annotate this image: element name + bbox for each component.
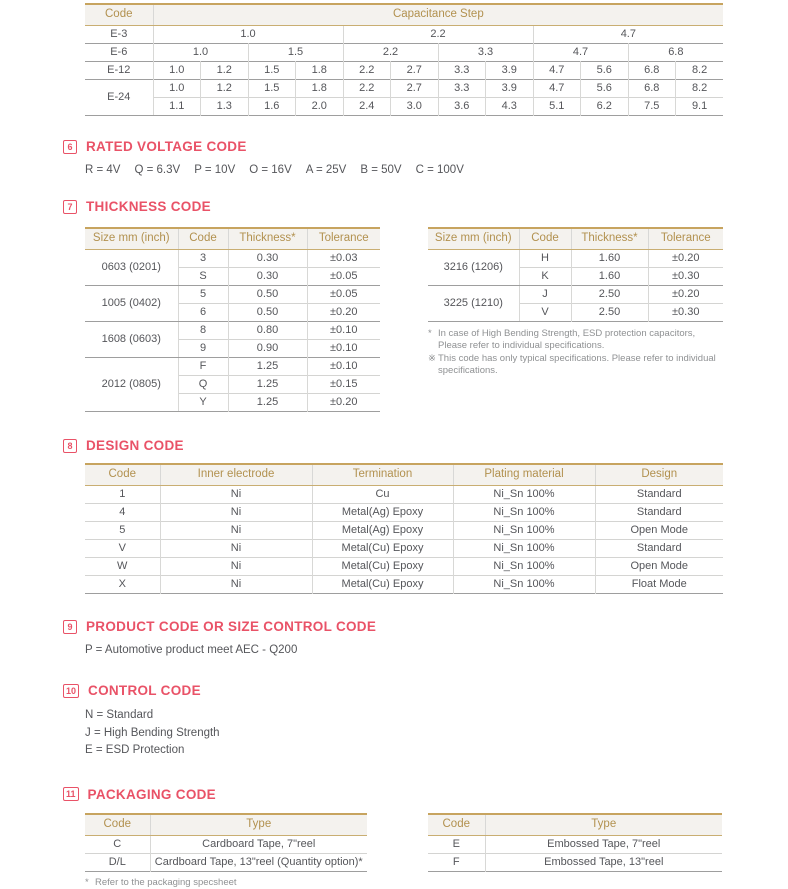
packaging-table-left [85, 813, 367, 872]
table-cell: 1005 (0402) [85, 286, 178, 322]
table-cell: Ni_Sn 100% [453, 522, 595, 540]
footnote-marker: * [85, 876, 89, 888]
table-cell: Metal(Ag) Epoxy [312, 504, 453, 522]
section-heading-control [63, 683, 788, 698]
table-cell: 1.0 [153, 80, 201, 98]
table-cell: ±0.20 [648, 286, 723, 304]
table-cell: 4.7 [533, 80, 581, 98]
table-cell: 2.2 [343, 26, 533, 44]
table-cell: 3.3 [438, 80, 486, 98]
table-cell: 3.6 [438, 98, 486, 116]
section-heading-packaging [63, 787, 788, 802]
table-cell: ±0.10 [307, 358, 380, 376]
table-cell: 0.30 [228, 268, 307, 286]
table-cell: 5.6 [581, 80, 629, 98]
table-cell: Embossed Tape, 13"reel [485, 853, 722, 871]
section-number-badge: 10 [63, 684, 79, 698]
table-cell: Cu [312, 486, 453, 504]
column-header: Size mm (inch) [428, 228, 519, 250]
voltage-item: A = 25V [305, 164, 347, 176]
column-header: Inner electrode [160, 464, 312, 486]
voltage-item: C = 100V [415, 164, 464, 176]
rated-voltage-values [85, 164, 788, 176]
table-cell: 3.3 [438, 44, 533, 62]
table-cell: J [519, 286, 571, 304]
section-number-badge: 11 [63, 787, 79, 801]
table-cell: Ni_Sn 100% [453, 558, 595, 576]
table-cell: 1.6 [248, 98, 296, 116]
table-cell: 1.25 [228, 394, 307, 412]
table-cell: 9.1 [676, 98, 724, 116]
table-cell: X [118, 578, 126, 590]
column-header: Code [85, 4, 153, 26]
table-cell: D/L [108, 855, 126, 868]
footnote [428, 328, 723, 353]
column-header: Capacitance Step [153, 4, 723, 26]
column-header: Plating material [453, 464, 595, 486]
column-header: Type [150, 814, 367, 836]
voltage-item: B = 50V [360, 164, 402, 176]
table-cell: Metal(Cu) Epoxy [312, 540, 453, 558]
table-cell: 4.3 [486, 98, 534, 116]
footnote-text: In case of High Bending Strength, ESD protection capacitors, Please refer to individual specifications. [438, 328, 696, 352]
table-cell: Open Mode [595, 558, 723, 576]
thickness-table-right-column [428, 227, 723, 377]
voltage-item: O = 16V [249, 164, 292, 176]
table-cell: ±0.10 [307, 340, 380, 358]
table-cell: 1.0 [153, 44, 248, 62]
column-header: Termination [312, 464, 453, 486]
table-cell: Metal(Cu) Epoxy [312, 576, 453, 594]
section-title: PACKAGING CODE [87, 786, 216, 802]
packaging-table-right [428, 813, 722, 872]
table-cell: 1.25 [228, 376, 307, 394]
table-cell: 5.6 [581, 62, 629, 80]
table-cell: 1.5 [248, 80, 296, 98]
column-header: Tolerance [307, 228, 380, 250]
table-cell: 3.9 [486, 80, 534, 98]
table-cell: ±0.20 [648, 250, 723, 268]
packaging-footnote [85, 877, 788, 889]
table-cell: 3.3 [438, 62, 486, 80]
table-cell: E-24 [85, 80, 153, 116]
table-cell: Ni [160, 540, 312, 558]
table-cell: 1.8 [296, 62, 344, 80]
column-header: Design [595, 464, 723, 486]
table-cell: Ni [160, 558, 312, 576]
section-heading-thickness [63, 199, 788, 214]
column-header: Code [519, 228, 571, 250]
table-cell: Ni [160, 576, 312, 594]
table-cell: Ni_Sn 100% [453, 504, 595, 522]
table-cell: ±0.20 [307, 304, 380, 322]
table-cell: ±0.30 [648, 268, 723, 286]
table-cell: 4 [119, 506, 126, 518]
table-cell: 1.5 [248, 62, 296, 80]
thickness-footnotes [428, 328, 723, 377]
table-cell: 8.2 [676, 62, 724, 80]
table-cell: Ni_Sn 100% [453, 486, 595, 504]
column-header: Code [428, 814, 485, 836]
section-title: THICKNESS CODE [86, 199, 211, 214]
table-cell: ±0.20 [307, 394, 380, 412]
table-cell: ±0.15 [307, 376, 380, 394]
table-cell: 0.50 [228, 286, 307, 304]
table-cell: V [118, 542, 126, 554]
table-cell: 2012 (0805) [85, 358, 178, 412]
thickness-table-right [428, 227, 723, 322]
table-cell: 1.5 [248, 44, 343, 62]
table-cell: 3225 (1210) [428, 286, 519, 322]
table-cell: Cardboard Tape, 13"reel (Quantity option)* [150, 853, 367, 871]
table-cell: 6.8 [628, 80, 676, 98]
table-cell: 4.7 [533, 62, 581, 80]
section-heading-rated-voltage [63, 139, 788, 154]
voltage-item: P = 10V [194, 164, 236, 176]
section-number-badge: 6 [63, 140, 77, 154]
footnote-marker: * [428, 328, 432, 339]
table-cell: F [178, 358, 228, 376]
table-cell: 2.50 [571, 286, 648, 304]
section-number-badge: 9 [63, 620, 77, 634]
table-cell: Ni [160, 522, 312, 540]
control-item: E = ESD Protection [85, 744, 185, 756]
table-cell: E [452, 837, 460, 850]
table-cell: V [519, 304, 571, 322]
table-cell: 0.90 [228, 340, 307, 358]
table-cell: W [117, 560, 128, 572]
table-cell: Standard [595, 504, 723, 522]
table-cell: Cardboard Tape, 7"reel [150, 835, 367, 853]
table-cell: K [519, 268, 571, 286]
table-cell: 7.5 [628, 98, 676, 116]
table-cell: 1.0 [153, 62, 201, 80]
table-cell: 3.0 [391, 98, 439, 116]
table-cell: 2.2 [343, 62, 391, 80]
table-cell: Open Mode [595, 522, 723, 540]
section-title: CONTROL CODE [88, 683, 201, 698]
table-cell: 0.50 [228, 304, 307, 322]
product-code-value: P = Automotive product meet AEC - Q200 [85, 644, 298, 656]
section-number-badge: 7 [63, 200, 77, 214]
column-header: Code [85, 464, 160, 486]
table-cell: ±0.03 [307, 250, 380, 268]
section-title: DESIGN CODE [86, 438, 184, 453]
table-cell: 1.25 [228, 358, 307, 376]
table-cell: 1.3 [201, 98, 249, 116]
column-header: Type [485, 814, 722, 836]
table-cell: Y [178, 394, 228, 412]
column-header: Tolerance [648, 228, 723, 250]
table-cell: 1.1 [153, 98, 201, 116]
section-title: RATED VOLTAGE CODE [86, 139, 247, 154]
table-cell: ±0.05 [307, 268, 380, 286]
section-heading-product-code [63, 619, 788, 634]
capacitance-step-table [85, 3, 723, 116]
table-cell: 4.7 [533, 44, 628, 62]
table-cell: E-12 [107, 64, 131, 76]
footnote [428, 353, 723, 378]
table-cell: 0.30 [228, 250, 307, 268]
column-header: Thickness* [571, 228, 648, 250]
table-cell: Metal(Cu) Epoxy [312, 558, 453, 576]
table-cell: Ni [160, 486, 312, 504]
table-cell: 6 [178, 304, 228, 322]
table-cell: 1.8 [296, 80, 344, 98]
table-cell: C [113, 837, 122, 850]
table-cell: Embossed Tape, 7"reel [485, 835, 722, 853]
thickness-table-left [85, 227, 380, 412]
column-header: Size mm (inch) [85, 228, 178, 250]
table-cell: 2.4 [343, 98, 391, 116]
table-cell: 2.2 [343, 80, 391, 98]
table-cell: 3.9 [486, 62, 534, 80]
footnote-text: Refer to the packaging specsheet [95, 876, 237, 888]
footnote-marker: ※ [428, 352, 436, 364]
table-cell: Ni_Sn 100% [453, 576, 595, 594]
table-cell: 1.60 [571, 268, 648, 286]
table-cell: 1.2 [201, 80, 249, 98]
table-cell: 2.7 [391, 80, 439, 98]
table-cell: Standard [595, 486, 723, 504]
footnote-text: This code has only typical specifications. Please refer to individual specifications. [438, 352, 716, 377]
thickness-tables-row [85, 227, 788, 412]
column-header: Thickness* [228, 228, 307, 250]
table-cell: Standard [595, 540, 723, 558]
table-cell: 3216 (1206) [428, 250, 519, 286]
table-cell: 1608 (0603) [85, 322, 178, 358]
table-cell: 6.2 [581, 98, 629, 116]
table-cell: 8.2 [676, 80, 724, 98]
section-number-badge: 8 [63, 439, 77, 453]
table-cell: 5 [119, 524, 126, 536]
table-cell: E-6 [110, 46, 128, 58]
table-cell: 5 [178, 286, 228, 304]
table-cell: 0.80 [228, 322, 307, 340]
table-cell: Ni [160, 504, 312, 522]
column-header: Code [178, 228, 228, 250]
voltage-item: Q = 6.3V [134, 164, 181, 176]
table-cell: E-3 [110, 28, 128, 40]
table-cell: ±0.30 [648, 304, 723, 322]
table-cell: 1.60 [571, 250, 648, 268]
table-cell: Float Mode [595, 576, 723, 594]
table-cell: 2.2 [343, 44, 438, 62]
control-item: J = High Bending Strength [85, 726, 220, 739]
design-code-table [85, 463, 723, 594]
table-cell: 5.1 [533, 98, 581, 116]
table-cell: Q [178, 376, 228, 394]
datasheet-page [0, 3, 788, 888]
control-item: N = Standard [85, 709, 154, 721]
table-cell: ±0.05 [307, 286, 380, 304]
table-cell: S [178, 268, 228, 286]
table-cell: 1.2 [201, 62, 249, 80]
control-code-values [85, 707, 788, 760]
table-cell: 9 [178, 340, 228, 358]
voltage-item: R = 4V [85, 164, 121, 176]
table-cell: 0603 (0201) [85, 250, 178, 286]
table-cell: 4.7 [533, 26, 723, 44]
table-cell: 1 [119, 488, 126, 500]
table-cell: 2.0 [296, 98, 344, 116]
table-cell: ±0.10 [307, 322, 380, 340]
table-cell: 2.50 [571, 304, 648, 322]
table-cell: F [452, 855, 460, 868]
table-cell: 8 [178, 322, 228, 340]
table-cell: 2.7 [391, 62, 439, 80]
table-cell: 6.8 [628, 62, 676, 80]
table-cell: 6.8 [628, 44, 723, 62]
table-cell: Metal(Ag) Epoxy [312, 522, 453, 540]
table-cell: 3 [178, 250, 228, 268]
section-heading-design [63, 438, 788, 453]
table-cell: H [519, 250, 571, 268]
section-title: PRODUCT CODE OR SIZE CONTROL CODE [86, 619, 377, 634]
column-header: Code [85, 814, 150, 836]
table-cell: Ni_Sn 100% [453, 540, 595, 558]
table-cell: 1.0 [153, 26, 343, 44]
packaging-tables-row [85, 813, 788, 872]
